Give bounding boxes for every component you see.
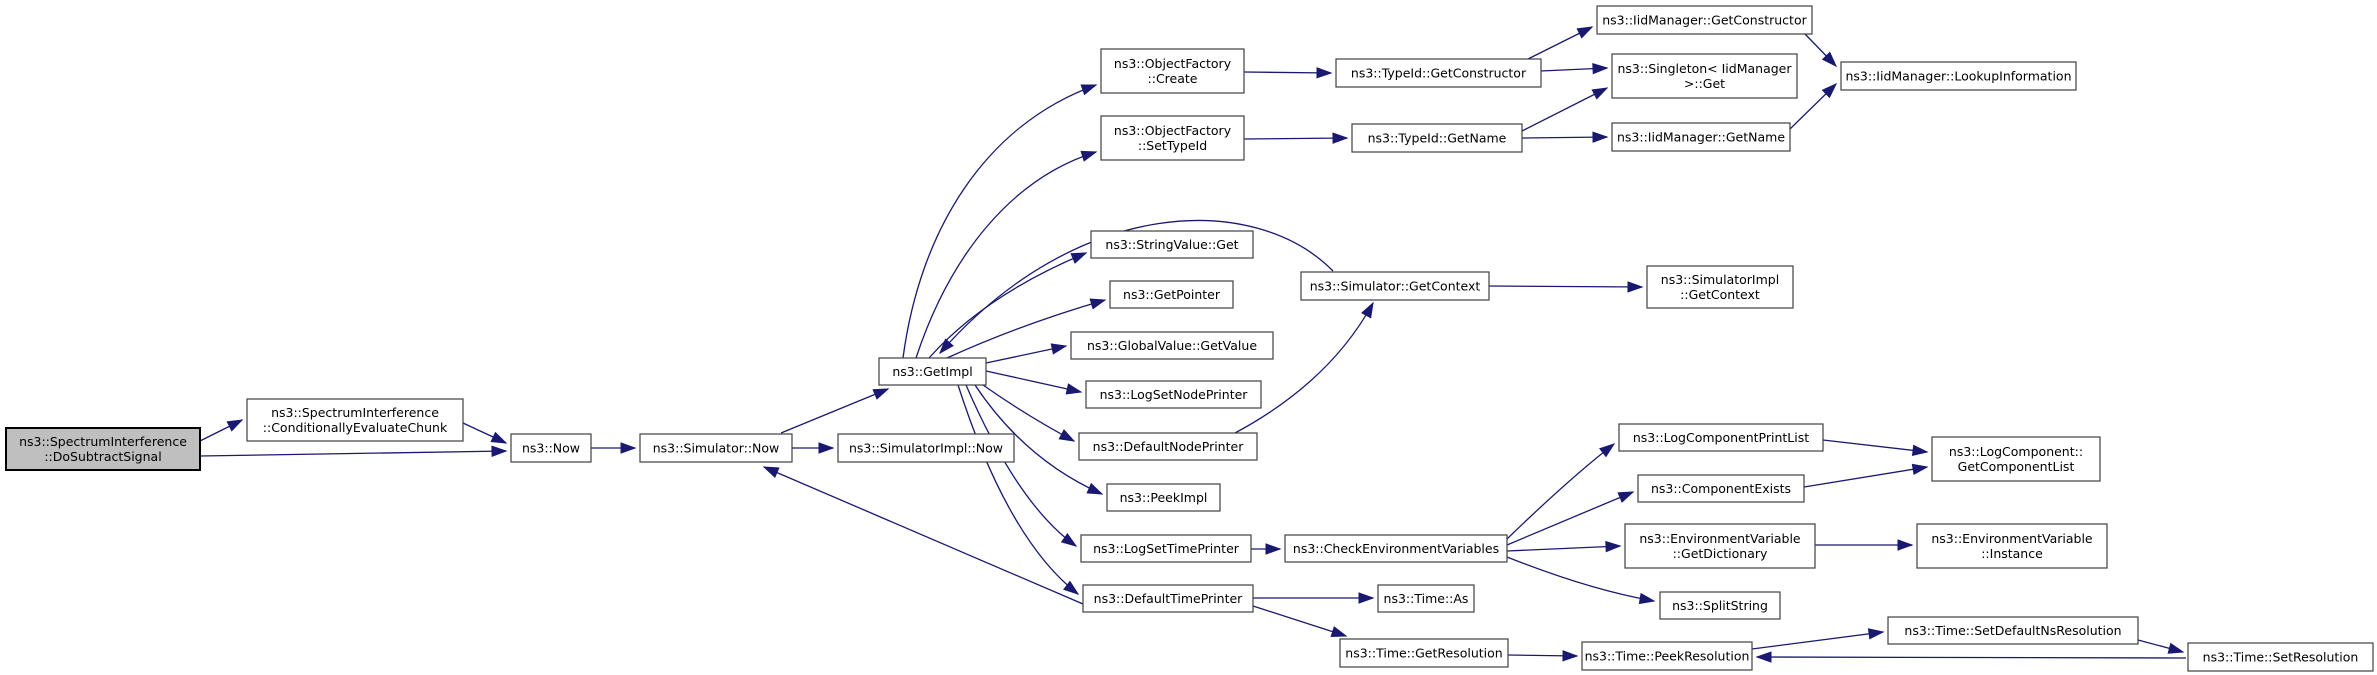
- node-label: ns3::ObjectFactory: [1113, 122, 1232, 138]
- node-label: ::GetDictionary: [1672, 545, 1768, 561]
- arrowhead-icon: [2168, 644, 2183, 654]
- arrowhead-icon: [819, 443, 833, 453]
- node-singleton-iidmanager-get[interactable]: [1612, 54, 1797, 98]
- node-iidmanager-lookupinformation[interactable]: [1841, 62, 2076, 90]
- node-label: ns3::LogComponent::: [1948, 443, 2084, 459]
- node-label: ns3::Time::As: [1383, 590, 1469, 606]
- arrowhead-icon: [1606, 542, 1620, 552]
- edge-dosubtractsignal-to-now: [200, 446, 506, 456]
- node-conditionallyevaluatechunk[interactable]: [247, 399, 463, 441]
- arrowhead-icon: [1087, 484, 1102, 494]
- edge-time-getresolution-to-time-peekresolution: [1508, 651, 1577, 661]
- node-label: ns3::Time::SetDefaultNsResolution: [1904, 622, 2122, 638]
- edge-objectfactory-settypeid-to-typeid-getname: [1244, 133, 1347, 143]
- node-label: ::GetContext: [1680, 286, 1760, 302]
- edge-dosubtractsignal-to-conditionallyevaluatechunk: [200, 420, 242, 441]
- edge-time-peekresolution-to-time-setdefaultnsresolution: [1752, 629, 1883, 649]
- arrowhead-icon: [1331, 627, 1346, 637]
- node-label: ::Create: [1147, 70, 1198, 86]
- node-peekimpl[interactable]: [1107, 484, 1220, 511]
- node-label: ns3::SimulatorImpl: [1660, 271, 1780, 287]
- arrowhead-icon: [1600, 444, 1614, 457]
- arrowhead-icon: [1577, 27, 1592, 38]
- edge-typeid-getconstructor-to-singleton-iidmanager-get: [1541, 64, 1607, 74]
- edge-logsettimeprinter-to-checkenvironmentvariables: [1251, 544, 1280, 554]
- edge-componentexists-to-logcomponent-getcomponentlist: [1804, 464, 1927, 487]
- edge-logcomponentprintlist-to-logcomponent-getcomponentlist: [1823, 440, 1927, 455]
- node-simulator-now[interactable]: [640, 434, 792, 462]
- arrowhead-icon: [1913, 445, 1927, 455]
- node-label: ::DoSubtractSignal: [44, 448, 162, 464]
- node-label: ns3::LogSetNodePrinter: [1099, 386, 1248, 402]
- node-label: >::Get: [1683, 75, 1726, 91]
- arrowhead-icon: [492, 446, 506, 456]
- node-label: ns3::Simulator::GetContext: [1309, 278, 1481, 294]
- node-iidmanager-getname[interactable]: [1612, 123, 1790, 151]
- edge-simulator-getcontext-to-simulatorimpl-getcontext: [1489, 282, 1642, 292]
- edge-environmentvariable-getdictionary-to-environmentvariable-instance: [1815, 540, 1912, 550]
- arrowhead-icon: [621, 443, 635, 453]
- node-getpointer[interactable]: [1110, 281, 1233, 308]
- node-dosubtractsignal[interactable]: [6, 428, 200, 470]
- node-objectfactory-create[interactable]: [1101, 49, 1244, 93]
- node-label: ns3::PeekImpl: [1119, 489, 1208, 505]
- node-time-getresolution[interactable]: [1340, 639, 1508, 667]
- arrowhead-icon: [1317, 68, 1331, 78]
- edge-conditionallyevaluatechunk-to-now: [463, 423, 506, 443]
- arrowhead-icon: [1898, 540, 1912, 550]
- node-label: ns3::StringValue::Get: [1105, 236, 1239, 252]
- node-label: ns3::EnvironmentVariable: [1931, 530, 2093, 546]
- node-label: ns3::ObjectFactory: [1113, 55, 1232, 71]
- node-simulatorimpl-now[interactable]: [838, 434, 1014, 462]
- edge-defaulttimeprinter-to-time-as: [1253, 593, 1373, 603]
- node-time-setdefaultnsresolution[interactable]: [1888, 617, 2138, 644]
- node-label: ns3::SpectrumInterference: [271, 404, 439, 420]
- edge-getimpl-to-stringvalue-get: [929, 253, 1086, 358]
- node-logsettimeprinter[interactable]: [1081, 535, 1251, 562]
- edge-typeid-getname-to-singleton-iidmanager-get: [1522, 88, 1607, 131]
- arrowhead-icon: [1618, 492, 1633, 502]
- node-stringvalue-get[interactable]: [1091, 231, 1253, 258]
- arrowhead-icon: [1359, 593, 1373, 603]
- node-label: ns3::IidManager::GetConstructor: [1602, 12, 1807, 28]
- edge-typeid-getconstructor-to-iidmanager-getconstructor: [1528, 27, 1592, 59]
- node-simulator-getcontext[interactable]: [1301, 272, 1489, 300]
- node-label: ns3::LogComponentPrintList: [1632, 429, 1810, 445]
- node-label: ns3::SimulatorImpl::Now: [848, 440, 1004, 456]
- node-label: ns3::Singleton< IidManager: [1617, 60, 1792, 76]
- arrowhead-icon: [1362, 303, 1373, 318]
- edge-defaultnodeprinter-to-simulator-getcontext: [1235, 303, 1373, 433]
- node-label: ns3::IidManager::GetName: [1616, 129, 1786, 145]
- node-label: ::ConditionallyEvaluateChunk: [262, 419, 448, 435]
- edge-typeid-getname-to-iidmanager-getname: [1522, 132, 1607, 142]
- node-environmentvariable-instance[interactable]: [1917, 524, 2107, 568]
- node-label: ns3::IidManager::LookupInformation: [1845, 68, 2072, 84]
- arrowhead-icon: [1081, 151, 1096, 161]
- node-label: ns3::GetImpl: [892, 363, 973, 379]
- node-defaultnodeprinter[interactable]: [1079, 433, 1257, 460]
- edge-getimpl-to-defaultnodeprinter: [983, 385, 1074, 441]
- edge-checkenvironmentvariables-to-componentexists: [1507, 492, 1633, 545]
- node-getimpl[interactable]: [879, 358, 986, 385]
- arrowhead-icon: [1593, 64, 1607, 74]
- node-label: ns3::Simulator::Now: [652, 440, 780, 456]
- node-logsetnodeprinter[interactable]: [1086, 381, 1261, 408]
- node-layer: [6, 6, 2373, 671]
- node-time-as[interactable]: [1378, 585, 1474, 612]
- arrowhead-icon: [1090, 299, 1105, 309]
- node-time-setresolution[interactable]: [2188, 643, 2373, 671]
- arrowhead-icon: [1071, 253, 1086, 263]
- node-label: ns3::CheckEnvironmentVariables: [1292, 540, 1500, 556]
- node-label: ::Instance: [1981, 545, 2043, 561]
- node-time-peekresolution[interactable]: [1582, 642, 1752, 670]
- arrowhead-icon: [1081, 85, 1096, 94]
- node-label: ns3::ComponentExists: [1650, 480, 1792, 496]
- arrowhead-icon: [491, 433, 506, 443]
- node-label: ns3::Time::PeekResolution: [1584, 648, 1750, 664]
- node-label: ns3::LogSetTimePrinter: [1093, 540, 1239, 556]
- edge-iidmanager-getconstructor-to-iidmanager-lookupinformation: [1805, 34, 1836, 66]
- node-label: ns3::SplitString: [1672, 597, 1768, 613]
- node-typeid-getconstructor[interactable]: [1336, 59, 1541, 87]
- node-typeid-getname[interactable]: [1352, 124, 1522, 152]
- arrowhead-icon: [1912, 464, 1927, 474]
- arrowhead-icon: [1066, 384, 1081, 394]
- node-label: ns3::GetPointer: [1123, 286, 1220, 302]
- arrowhead-icon: [1592, 88, 1607, 99]
- node-defaulttimeprinter[interactable]: [1083, 585, 1253, 612]
- arrowhead-icon: [764, 467, 779, 477]
- edge-simulator-now-to-simulatorimpl-now: [792, 443, 833, 453]
- edge-time-setdefaultnsresolution-to-time-setresolution: [2138, 640, 2183, 653]
- edge-getimpl-to-logsettimeprinter: [966, 385, 1076, 546]
- edge-time-setresolution-to-time-peekresolution: [1757, 652, 2186, 662]
- arrowhead-icon: [1593, 132, 1607, 142]
- node-environmentvariable-getdictionary[interactable]: [1625, 524, 1815, 568]
- edge-simulator-now-to-getimpl: [781, 389, 888, 433]
- arrowhead-icon: [1639, 594, 1654, 604]
- edge-checkenvironmentvariables-to-logcomponentprintlist: [1507, 444, 1614, 539]
- node-simulatorimpl-getcontext[interactable]: [1647, 266, 1793, 308]
- node-label: ns3::DefaultNodePrinter: [1092, 438, 1244, 454]
- node-label: ns3::Now: [521, 440, 581, 456]
- edge-getimpl-to-objectfactory-settypeid: [916, 151, 1096, 358]
- arrowhead-icon: [227, 420, 242, 431]
- edge-defaulttimeprinter-to-time-getresolution: [1253, 606, 1346, 636]
- node-label: ns3::TypeId::GetName: [1367, 130, 1507, 146]
- node-iidmanager-getconstructor[interactable]: [1597, 6, 1812, 34]
- arrowhead-icon: [1333, 133, 1347, 143]
- node-now[interactable]: [511, 434, 591, 462]
- node-logcomponentprintlist[interactable]: [1619, 424, 1823, 451]
- edge-getimpl-to-defaulttimeprinter: [958, 385, 1078, 594]
- edge-defaulttimeprinter-to-simulator-now: [764, 467, 1083, 604]
- edge-getimpl-to-globalvalue-getvalue: [986, 344, 1066, 363]
- node-splitstring[interactable]: [1660, 592, 1780, 619]
- node-logcomponent-getcomponentlist[interactable]: [1932, 437, 2100, 481]
- node-objectfactory-settypeid[interactable]: [1101, 116, 1244, 160]
- node-label: GetComponentList: [1957, 458, 2075, 474]
- node-checkenvironmentvariables[interactable]: [1285, 535, 1507, 562]
- node-label: ns3::GlobalValue::GetValue: [1086, 337, 1258, 353]
- node-label: ns3::TypeId::GetConstructor: [1350, 65, 1527, 81]
- arrowhead-icon: [1628, 282, 1642, 292]
- edge-getimpl-to-logsetnodeprinter: [986, 371, 1081, 394]
- node-label: ns3::SpectrumInterference: [19, 433, 187, 449]
- node-label: ns3::EnvironmentVariable: [1639, 530, 1801, 546]
- node-label: ns3::Time::SetResolution: [2202, 649, 2359, 665]
- node-globalvalue-getvalue[interactable]: [1071, 332, 1273, 359]
- arrowhead-icon: [1051, 344, 1066, 354]
- node-label: ::SetTypeId: [1137, 137, 1208, 153]
- edge-now-to-simulator-now: [591, 443, 635, 453]
- arrowhead-icon: [1757, 652, 1771, 662]
- edge-objectfactory-create-to-typeid-getconstructor: [1244, 68, 1331, 78]
- edge-checkenvironmentvariables-to-environmentvariable-getdictionary: [1507, 542, 1620, 552]
- arrowhead-icon: [1563, 651, 1577, 661]
- node-label: ns3::Time::GetResolution: [1345, 645, 1503, 661]
- node-label: ns3::DefaultTimePrinter: [1093, 590, 1243, 606]
- arrowhead-icon: [873, 389, 888, 399]
- arrowhead-icon: [1059, 430, 1074, 441]
- arrowhead-icon: [1868, 629, 1883, 639]
- arrowhead-icon: [1266, 544, 1280, 554]
- node-componentexists[interactable]: [1638, 475, 1804, 502]
